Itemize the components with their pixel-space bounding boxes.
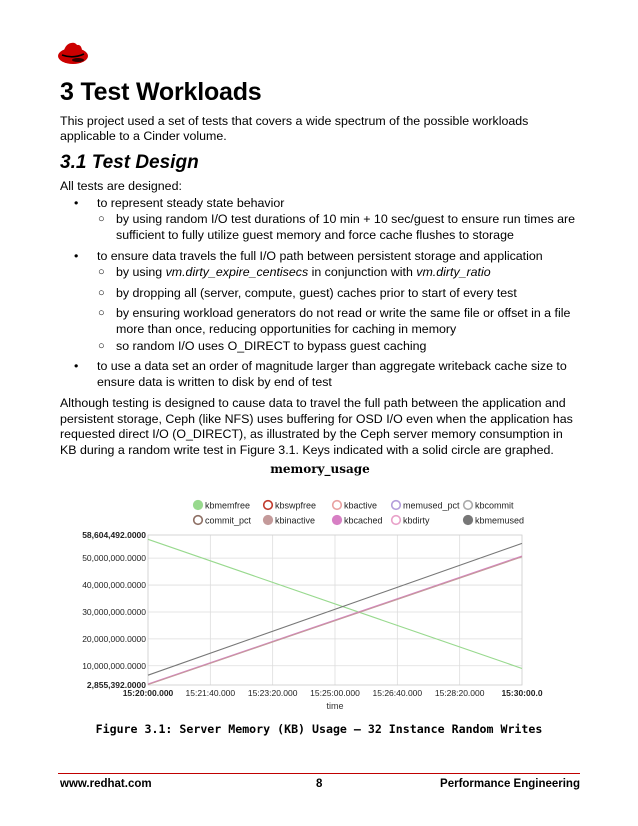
x-axis-label: time (326, 701, 344, 711)
legend-label: kbdirty (403, 515, 430, 526)
y-tick-label: 40,000,000.0000 (82, 580, 146, 591)
sub-bullet-icon: ○ (98, 266, 105, 278)
legend-label: commit_pct (205, 515, 252, 526)
body-paragraph: Although testing is designed to cause data to travel the full path between the application and persistent storage, Ceph (like NFS) uses buffering for OSD I/O even when the application has requested direct I/O (O_DIRECT), as illustrated by the Ceph server memory consumption in KB during a random write test in Figure 3.1. Keys indicated with a solid circle are graphed. (60, 396, 573, 457)
list-item: to use a data set an order of magnitude larger than aggregate writeback cache size to ensure data is written to disk by end of test (97, 359, 567, 389)
legend-marker (194, 516, 203, 525)
footer-department: Performance Engineering (440, 778, 580, 790)
list-item: to represent steady state behavior (97, 196, 285, 210)
legend-marker (264, 516, 273, 525)
sub-list-item: by ensuring workload generators do not read or write the same file or offset in a file more than once, reducing opportunities for caching in memory (116, 306, 571, 336)
y-tick-label: 30,000,000.0000 (82, 606, 146, 617)
legend-marker (392, 516, 401, 525)
page-number: 8 (316, 778, 323, 790)
sub-bullet-icon: ○ (98, 340, 105, 352)
bullet-icon: • (74, 359, 79, 373)
legend-marker (333, 501, 342, 510)
legend-label: kbmemfree (205, 500, 251, 511)
y-tick-label: 10,000,000.0000 (82, 660, 146, 671)
bullet-icon: • (74, 249, 79, 263)
legend-marker (392, 501, 401, 510)
legend-marker (333, 516, 342, 525)
sub-list-item: by dropping all (server, compute, guest) caches prior to start of every test (116, 286, 517, 300)
red-hat-logo (57, 38, 89, 66)
y-tick-label: 58,604,492.0000 (82, 530, 146, 540)
page-heading: 3 Test Workloads (60, 78, 262, 106)
section-heading: 3.1 Test Design (60, 152, 199, 173)
sub-bullet-icon: ○ (98, 307, 105, 319)
y-tick-label: 50,000,000.0000 (82, 553, 146, 564)
sub-bullet-icon: ○ (98, 213, 105, 225)
legend-marker (264, 501, 273, 510)
legend-label: kbinactive (275, 515, 316, 526)
footer-url: www.redhat.com (60, 778, 152, 790)
legend-label: kbmemused (475, 515, 525, 526)
sub-list-item: so random I/O uses O_DIRECT to bypass guest caching (116, 339, 427, 353)
x-tick-label: 15:25:00.000 (310, 688, 360, 698)
chart-title: memory_usage (270, 462, 370, 476)
legend-marker (464, 501, 473, 510)
sub-list-item: by using vm.dirty_expire_centisecs in conjunction with vm.dirty_ratio (116, 265, 491, 279)
y-tick-label: 20,000,000.0000 (82, 633, 146, 644)
legend-label: memused_pct (403, 500, 460, 511)
x-tick-label: 15:30:00.0 (501, 688, 543, 698)
footer-rule (58, 773, 580, 774)
intro-paragraph: This project used a set of tests that covers a wide spectrum of the possible workloads applicable to a Cinder volume. (60, 114, 529, 143)
x-tick-label: 15:21:40.000 (185, 688, 236, 698)
memory-usage-chart (82, 460, 550, 715)
legend-marker (194, 501, 203, 510)
x-tick-label: 15:28:20.000 (434, 688, 485, 698)
sub-list-item: by using random I/O test durations of 10 min + 10 sec/guest to ensure run times are sufficient to fully utilize guest memory and force cache flushes to storage (116, 212, 576, 242)
legend-label: kbcommit (475, 500, 514, 511)
y-tick-label: 2,855,392.0000 (86, 680, 146, 690)
x-tick-label: 15:26:40.000 (372, 688, 423, 698)
lead-text: All tests are designed: (60, 179, 182, 193)
figure-caption: Figure 3.1: Server Memory (KB) Usage – 32 Instance Random Writes (95, 722, 543, 736)
legend-label: kbactive (344, 500, 378, 511)
legend-label: kbcached (344, 515, 383, 526)
legend-marker (464, 516, 473, 525)
bullet-icon: • (74, 196, 79, 210)
list-item: to ensure data travels the full I/O path between persistent storage and application (97, 249, 543, 263)
x-tick-label: 15:23:20.000 (247, 688, 298, 698)
sub-bullet-icon: ○ (98, 287, 105, 299)
x-tick-label: 15:20:00.000 (122, 688, 174, 698)
legend-label: kbswpfree (275, 500, 317, 511)
